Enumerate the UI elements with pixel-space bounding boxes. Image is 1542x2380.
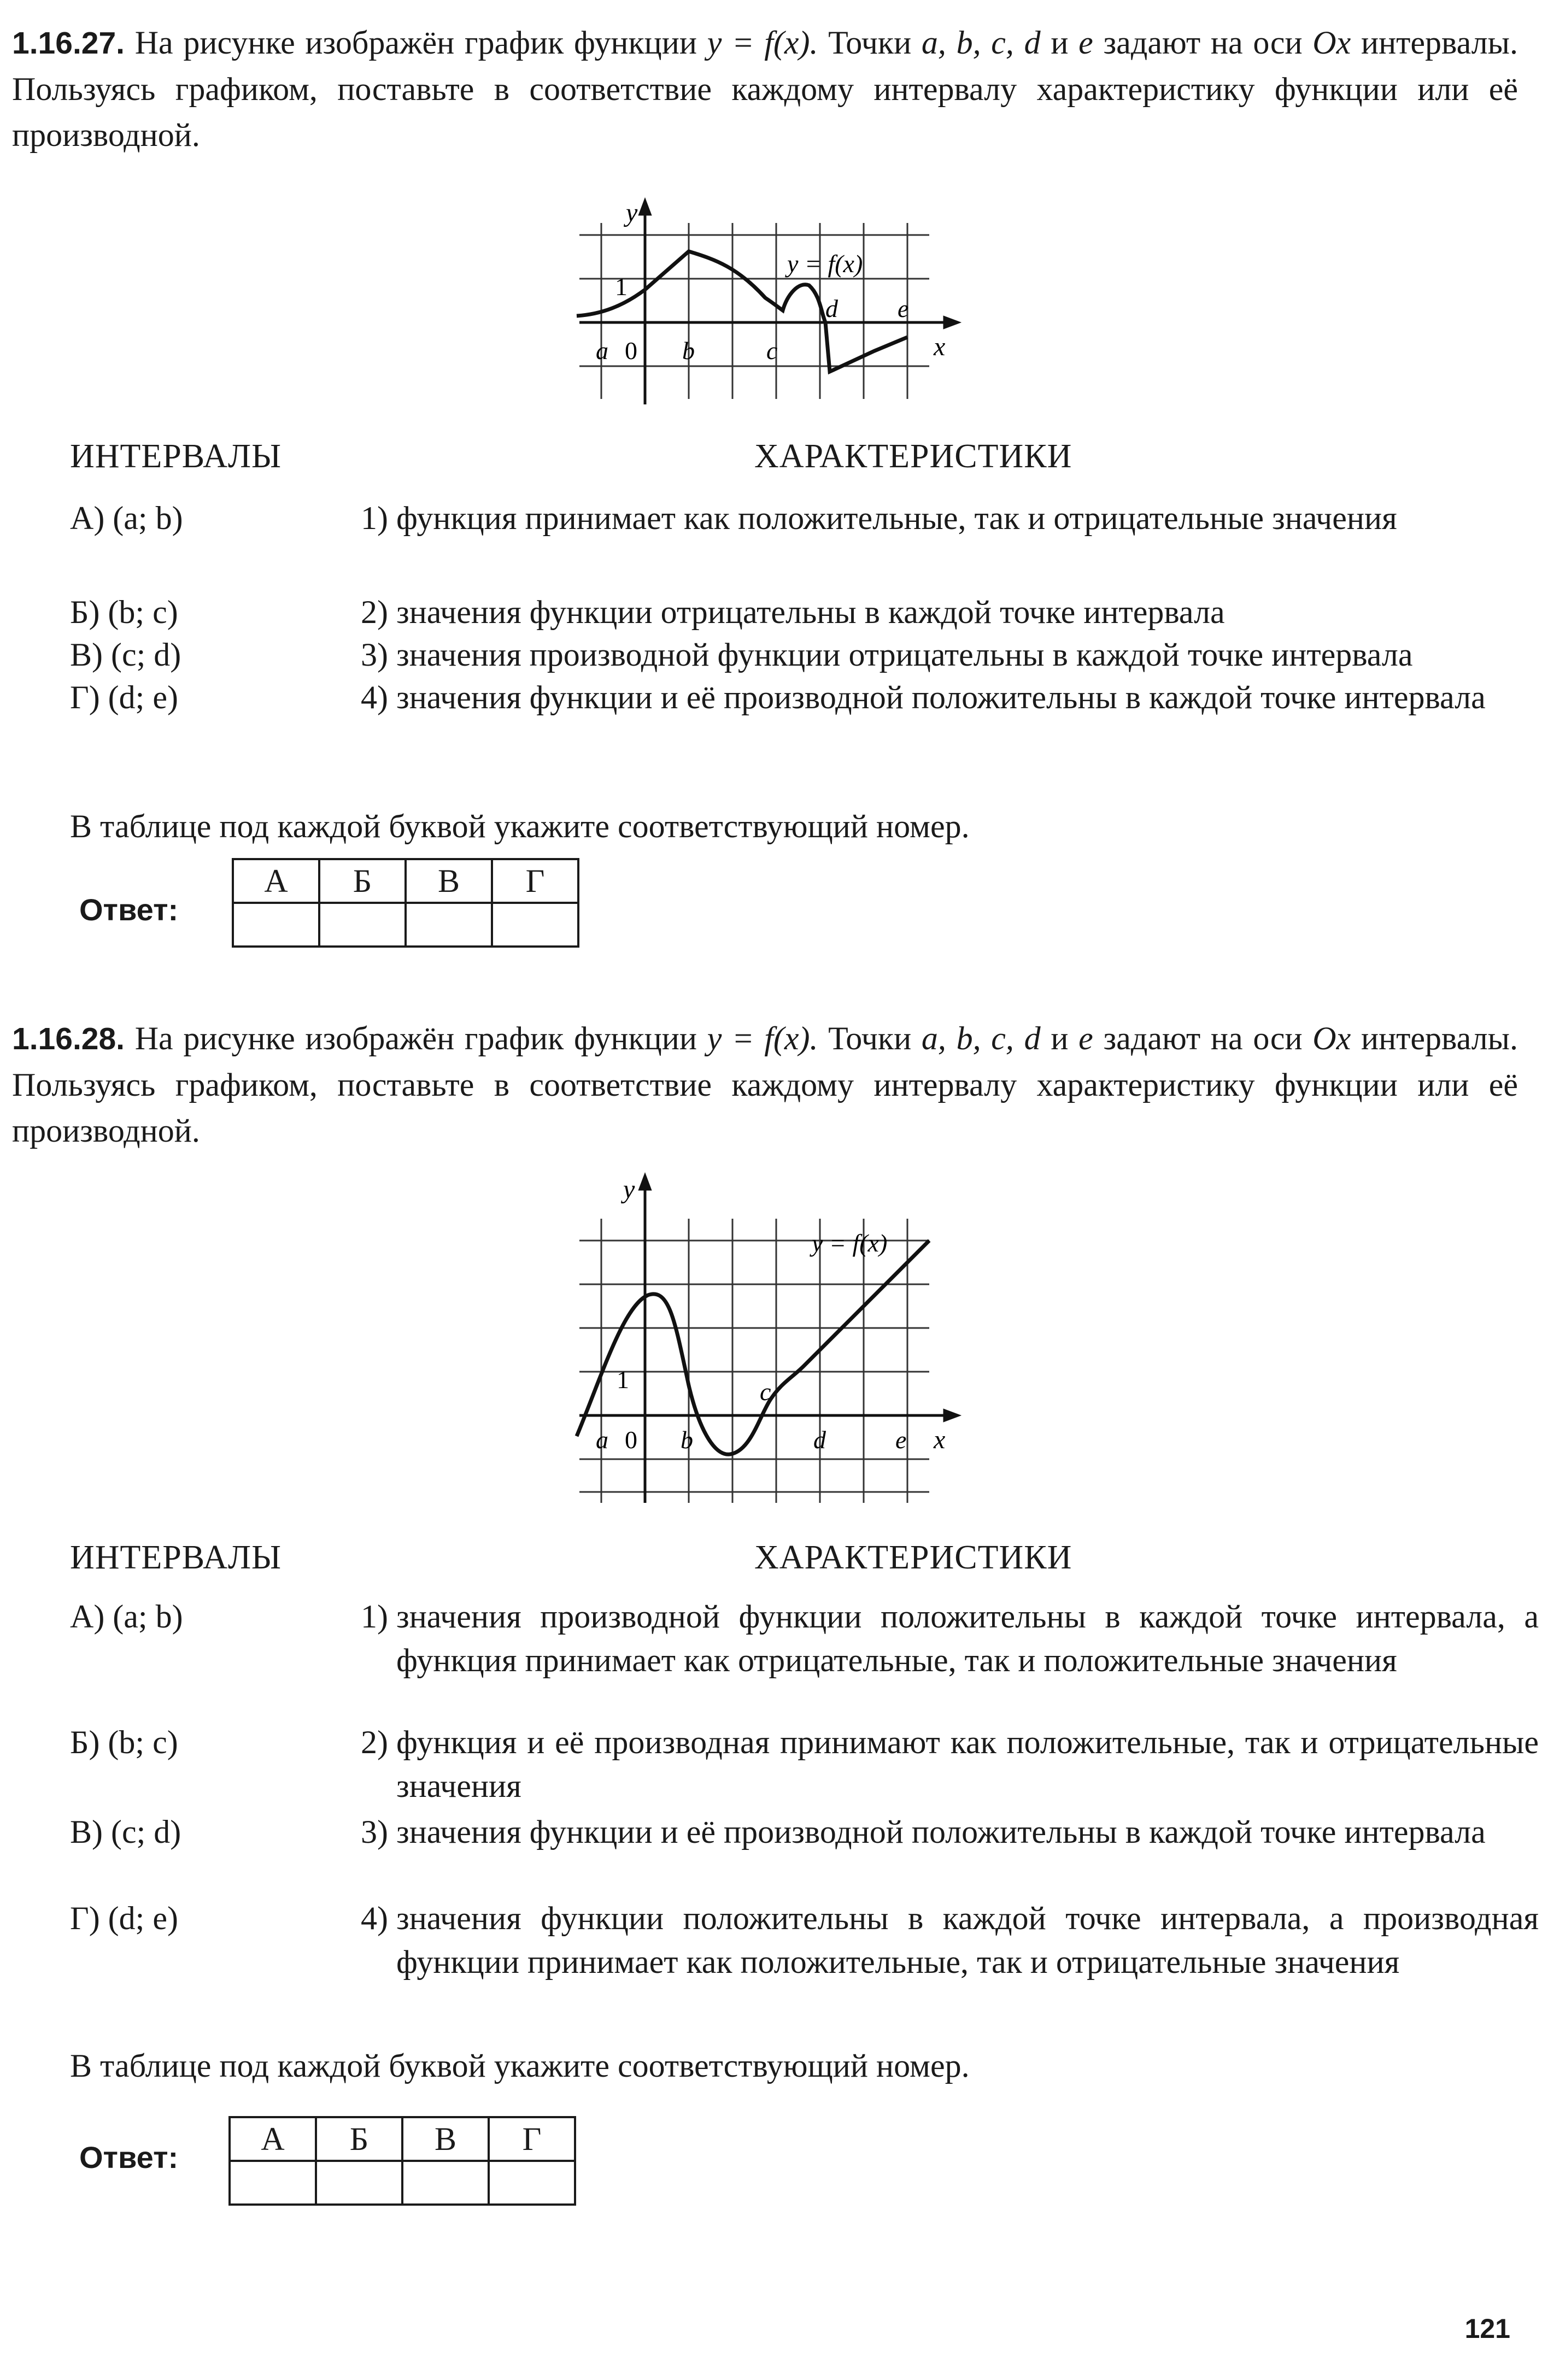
answer-input-row: [230, 2161, 575, 2205]
point-b-label: b: [682, 337, 695, 365]
y-axis-label: y: [623, 1175, 635, 1204]
curve-label: y = f(x): [787, 250, 863, 278]
answer-cell[interactable]: [489, 2161, 575, 2205]
answer-table: [232, 858, 579, 948]
answer-cell[interactable]: [233, 903, 319, 947]
answer-cell[interactable]: [406, 903, 492, 947]
answer-cell[interactable]: [316, 2161, 402, 2205]
x-axis-label: x: [934, 1425, 946, 1454]
x-axis-label: x: [934, 332, 946, 361]
answer-cell[interactable]: [492, 903, 578, 947]
interval-a: А) (a; b): [70, 500, 183, 536]
answer-header-cell: А: [230, 2117, 316, 2161]
interval-c: В) (c; d): [70, 637, 181, 673]
answer-header-cell: В: [406, 859, 492, 903]
answer-cell[interactable]: [230, 2161, 316, 2205]
function-graph: [568, 1170, 973, 1508]
point-a-label: a: [596, 337, 608, 365]
function-graph: [568, 197, 973, 410]
interval-c: В) (c; d): [70, 1814, 181, 1850]
curve: [577, 1241, 929, 1454]
answer-header-cell: Б: [319, 859, 406, 903]
characteristic-number: 3): [361, 1814, 388, 1850]
point-d-label: d: [813, 1426, 826, 1454]
answer-header-cell: Б: [316, 2117, 402, 2161]
characteristic-number: 1): [361, 500, 388, 536]
answer-input-row: [233, 903, 578, 947]
characteristics-heading: ХАРАКТЕРИСТИКИ: [754, 438, 1072, 475]
answer-header-cell: Г: [489, 2117, 575, 2161]
answer-header-cell: В: [402, 2117, 489, 2161]
table-instruction: В таблице под каждой буквой укажите соответствующий номер.: [70, 808, 970, 844]
interval-b: Б) (b; c): [70, 594, 178, 630]
unit-label: 1: [615, 273, 628, 301]
intervals-heading: ИНТЕРВАЛЫ: [70, 438, 282, 475]
answer-cell[interactable]: [402, 2161, 489, 2205]
characteristics-heading: ХАРАКТЕРИСТИКИ: [754, 1539, 1072, 1576]
characteristic-text: значения функции и её производной положительны в каждой точке интервала: [396, 1814, 1486, 1850]
grid: [579, 1219, 929, 1503]
page-number: 121: [1464, 2313, 1510, 2344]
answer-label: Ответ:: [79, 2140, 179, 2175]
origin-label: 0: [625, 1426, 637, 1454]
answer-header-cell: Г: [492, 859, 578, 903]
characteristic-text: функция и её производная принимают как положительные, так и отрицательные значения: [396, 1724, 1539, 1804]
characteristic-number: 3): [361, 637, 388, 673]
characteristic-number: 2): [361, 594, 388, 630]
answer-label: Ответ:: [79, 892, 179, 927]
characteristic-number: 4): [361, 679, 388, 715]
characteristic-number: 4): [361, 1900, 388, 1936]
characteristic-text: значения функции и её производной положительны в каждой точке интервала: [396, 679, 1486, 715]
point-e-label: e: [898, 295, 909, 322]
point-b-label: b: [681, 1426, 693, 1454]
characteristic-text: значения производной функции отрицательны в каждой точке интервала: [396, 637, 1413, 673]
point-d-label: d: [825, 295, 838, 322]
origin-label: 0: [625, 337, 637, 365]
interval-b: Б) (b; c): [70, 1724, 178, 1760]
interval-d: Г) (d; e): [70, 679, 178, 715]
problem-statement: 1.16.28. На рисунке изображён график функции y = f(x). Точки a, b, c, d и e задают на оси Ox интервалы. Пользуясь графиком, поставьте в соответствие каждому интервалу характеристику функции или её производной.: [12, 1020, 1518, 1149]
answer-cell[interactable]: [319, 903, 406, 947]
answer-table: [228, 2116, 576, 2206]
problem-statement: 1.16.27. На рисунке изображён график функции y = f(x). Точки a, b, c, d и e задают на оси Ox интервалы. Пользуясь графиком, поставьте в соответствие каждому интервалу характеристику функции или её производной.: [12, 25, 1518, 153]
grid: [579, 223, 929, 399]
characteristic-text: значения функции положительны в каждой точке интервала, а производная функции принимает как положительные, так и отрицательные значения: [396, 1900, 1539, 1980]
interval-d: Г) (d; e): [70, 1900, 178, 1936]
characteristic-number: 1): [361, 1599, 388, 1635]
point-e-label: e: [895, 1426, 907, 1454]
axes: [579, 1176, 958, 1503]
unit-label: 1: [617, 1366, 629, 1394]
point-a-label: a: [596, 1426, 608, 1454]
y-axis-label: y: [626, 198, 638, 227]
problem-number: 1.16.28.: [12, 1021, 125, 1056]
point-c-label: c: [760, 1378, 771, 1406]
characteristic-text: функция принимает как положительные, так и отрицательные значения: [396, 500, 1397, 536]
answer-header-row: [233, 859, 578, 903]
interval-a: А) (a; b): [70, 1599, 183, 1635]
answer-header-row: [230, 2117, 575, 2161]
point-c-label: c: [766, 337, 778, 365]
table-instruction: В таблице под каждой буквой укажите соответствующий номер.: [70, 2048, 970, 2084]
answer-header-cell: А: [233, 859, 319, 903]
curve-label: y = f(x): [812, 1229, 888, 1257]
intervals-heading: ИНТЕРВАЛЫ: [70, 1539, 282, 1576]
characteristic-text: значения функции отрицательны в каждой точке интервала: [396, 594, 1225, 630]
characteristic-number: 2): [361, 1724, 388, 1760]
characteristic-text: значения производной функции положительны в каждой точке интервала, а функция принимает как отрицательные, так и положительные значения: [396, 1599, 1539, 1678]
problem-number: 1.16.27.: [12, 26, 125, 61]
